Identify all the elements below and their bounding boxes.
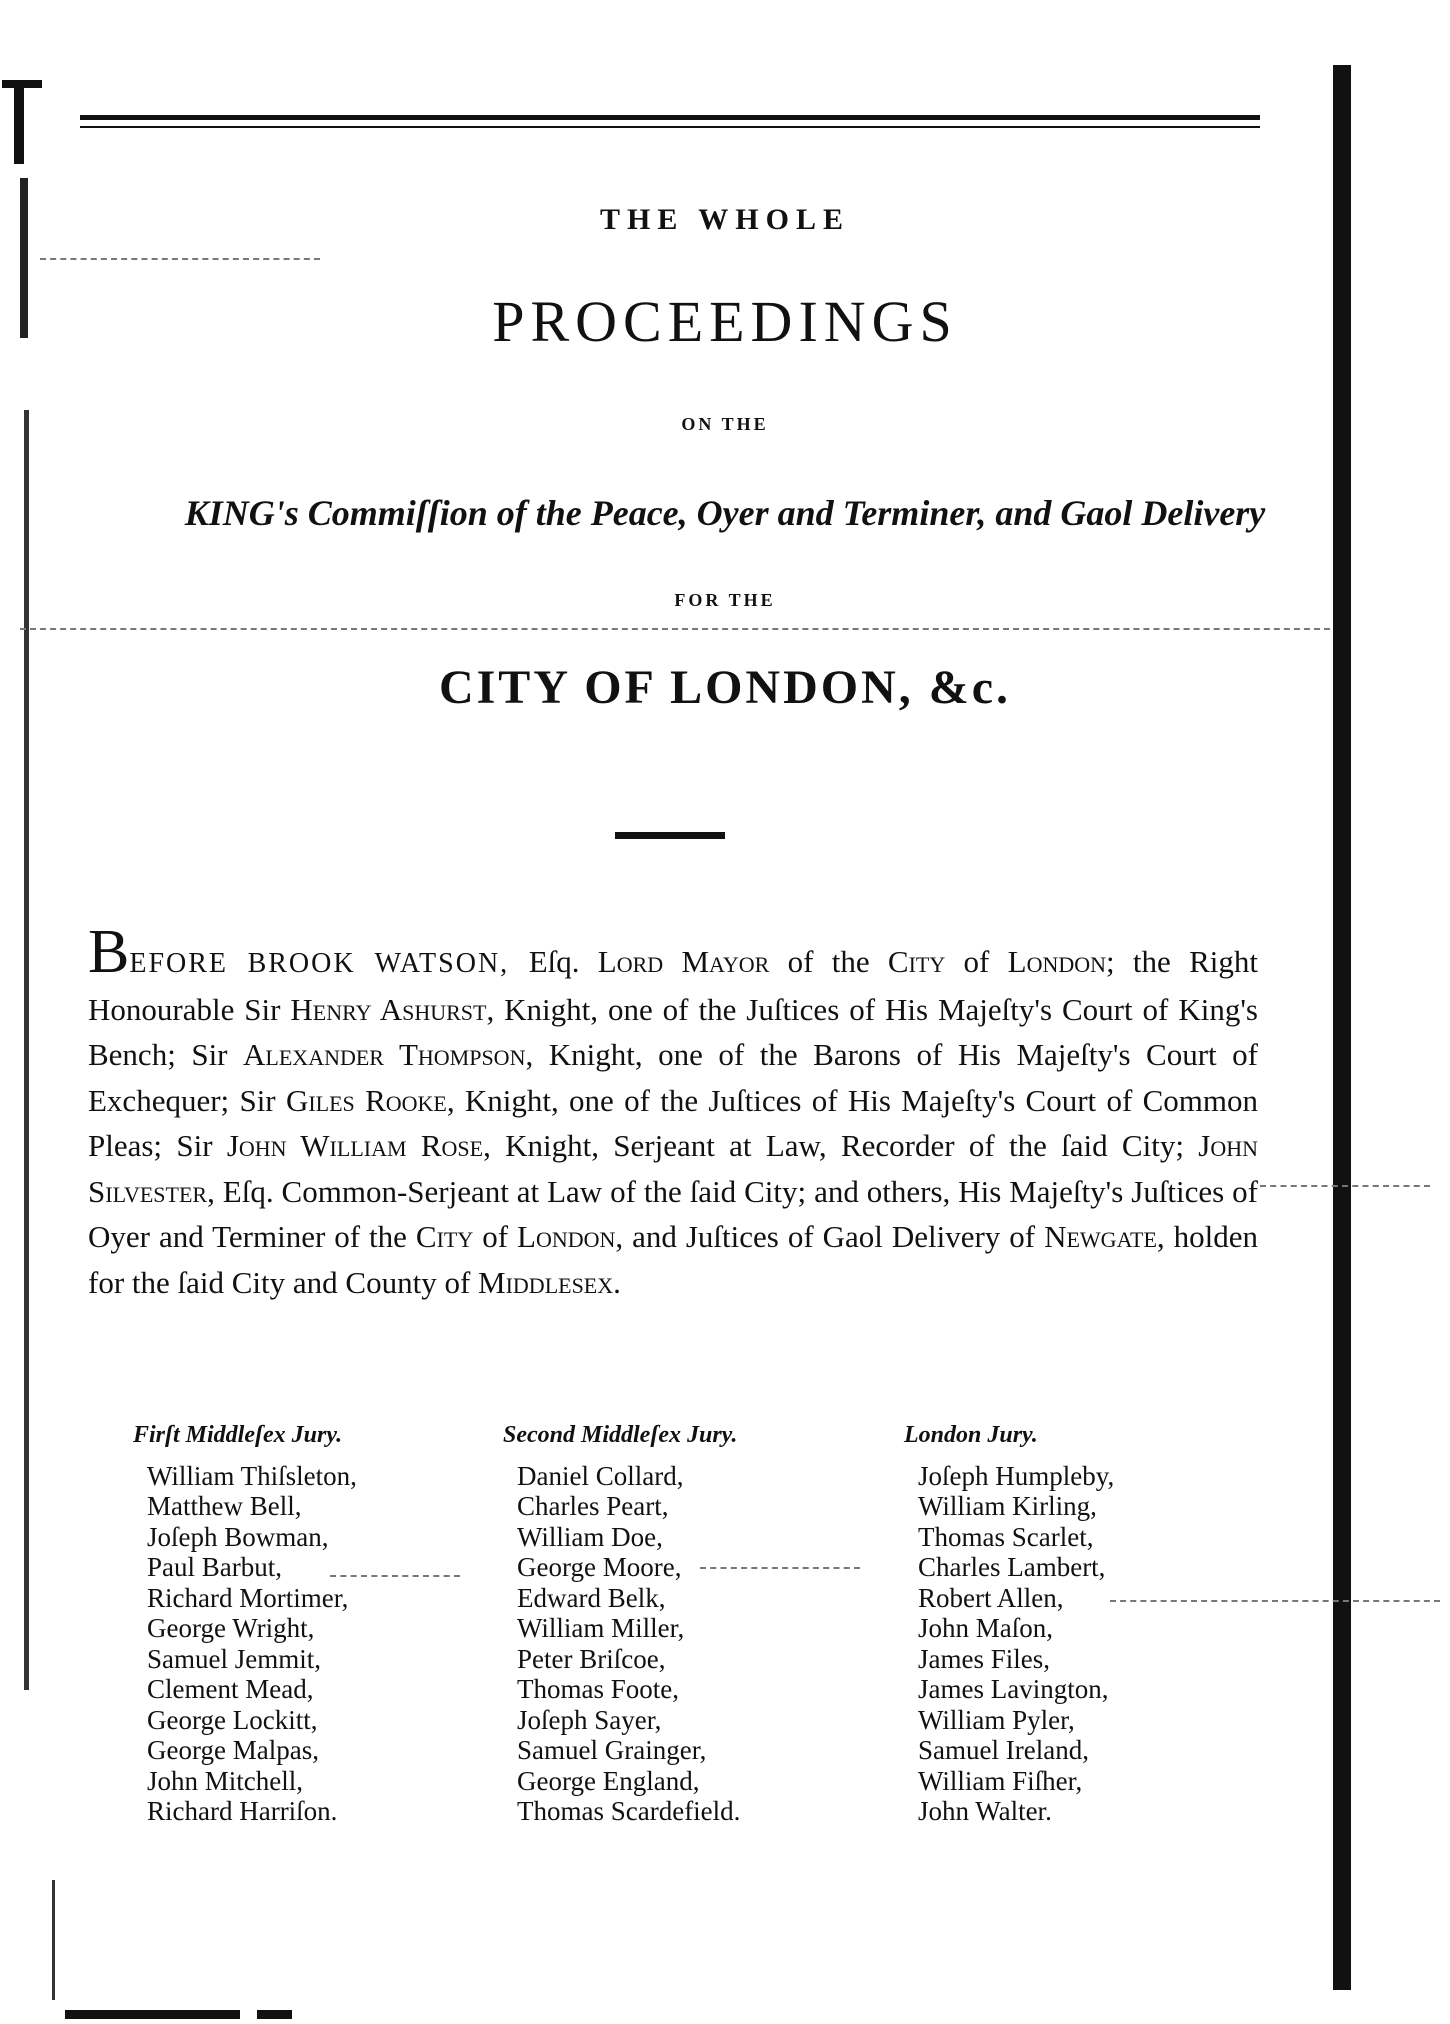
jury-title: Firſt Middleſex Jury. [133, 1422, 343, 1448]
juror-name: Matthew Bell, [147, 1491, 302, 1521]
scan-dash [40, 258, 320, 261]
juror-name: George England, [517, 1765, 700, 1796]
scan-artifact [257, 2010, 292, 2019]
juror-name: George Malpas, [147, 1735, 319, 1765]
juror-name: Thomas Scarlet, [918, 1521, 1094, 1552]
paragraph-segment: , Knight, one of the Juſtices of His Majeſty's Court of Common Pleas; Sir [88, 1082, 1258, 1163]
juror-name: Daniel Collard, [517, 1460, 684, 1491]
scan-artifact [65, 2010, 240, 2019]
juror-name: Thomas Foote, [517, 1674, 679, 1704]
juror-name: Joſeph Bowman, [147, 1521, 329, 1552]
title-on-the: ON THE [681, 414, 769, 434]
juror-name: Robert Allen, [918, 1582, 1064, 1613]
juror-name: William Pyler, [918, 1704, 1075, 1735]
paragraph-segment: , and Juſtices of Gaol Delivery of [615, 1219, 1045, 1254]
juror-name: William Doe, [517, 1521, 663, 1552]
juror-name: Charles Peart, [517, 1491, 669, 1521]
scan-dash [1260, 1185, 1430, 1188]
juror-name: William Thiſsleton, [147, 1460, 357, 1491]
paragraph-segment: Alexander Thompson [243, 1037, 526, 1072]
juror-name: John Mitchell, [147, 1765, 303, 1796]
juror-name: John Maſon, [918, 1613, 1053, 1643]
paragraph-segment: Eſq. [528, 944, 598, 979]
jury-column-london [904, 1420, 1248, 1827]
title-city-of-london: CITY OF LONDON, &c. [438, 661, 1012, 714]
paragraph-segment: City [887, 944, 946, 979]
juror-name: Paul Barbut, [147, 1552, 282, 1582]
paragraph-segment: Newgate [1044, 1219, 1157, 1254]
juror-name: Charles Lambert, [918, 1552, 1106, 1582]
section-rule [615, 832, 725, 839]
juror-name: John Walter. [918, 1796, 1052, 1826]
paragraph-segment: EFORE BROOK WATSON, [129, 948, 529, 979]
paragraph-segment: , Eſq. Common-Serjeant at Law of the ſaid City; and others, His Majeſty's Juſtices of Oyer and Terminer of the [88, 1173, 1258, 1254]
paragraph-segment: , holden for the ſaid City and County of [88, 1219, 1259, 1300]
paragraph-segment: , Knight, one of the Juſtices of His Majeſty's Court of King's Bench; Sir [88, 991, 1258, 1072]
paragraph-segment: London [517, 1219, 616, 1254]
paragraph-segment: John William Rose [226, 1128, 484, 1163]
paragraph-segment: ; the Right Honourable Sir [88, 944, 1258, 1027]
title-commission: KING's Commiſſion of the Peace, Oyer and Terminer, and Gaol Delivery [184, 493, 1266, 533]
paragraph-segment: of the [769, 944, 888, 979]
paragraph-segment: , Knight, one of the Barons of His Majeſty's Court of Exchequer; Sir [88, 1037, 1258, 1118]
header-rule [80, 115, 1260, 120]
juror-name: Samuel Jemmit, [147, 1643, 321, 1674]
juror-name: James Files, [918, 1643, 1050, 1674]
juror-name: William Miller, [517, 1613, 685, 1643]
juror-name: Joſeph Sayer, [517, 1704, 662, 1735]
juror-name: Richard Harriſon. [147, 1796, 338, 1826]
juror-name: Samuel Ireland, [918, 1735, 1089, 1765]
paragraph-segment: London [1007, 944, 1107, 979]
juror-name: Clement Mead, [147, 1674, 314, 1704]
jury-title: Second Middleſex Jury. [503, 1422, 738, 1448]
juror-name: Peter Briſcoe, [517, 1643, 666, 1674]
juror-name: George Lockitt, [147, 1704, 318, 1735]
paragraph-segment: , Knight, Serjeant at Law, Recorder of the ſaid City; [483, 1128, 1199, 1163]
drop-initial: B [88, 918, 130, 986]
juror-name: Richard Mortimer, [147, 1582, 349, 1613]
scan-artifact [14, 84, 24, 164]
preamble-paragraph [88, 918, 1259, 1305]
paragraph-segment: Giles Rooke [285, 1082, 447, 1118]
header-rule [80, 126, 1260, 128]
juror-name: Samuel Grainger, [517, 1735, 707, 1765]
title-the-whole: THE WHOLE [599, 203, 850, 236]
paragraph-segment: City [415, 1219, 474, 1254]
juror-name: William Kirling, [918, 1491, 1097, 1521]
title-for-the: FOR THE [674, 590, 776, 610]
scan-dash [20, 628, 1330, 631]
jury-list [517, 1461, 847, 1827]
jury-title: London Jury. [904, 1422, 1038, 1448]
scan-artifact [52, 1880, 55, 2000]
jury-list [918, 1461, 1248, 1827]
jury-list [147, 1461, 477, 1827]
paragraph-segment: Middlesex [478, 1264, 614, 1300]
juror-name: Edward Belk, [517, 1582, 666, 1613]
juror-name: Thomas Scardefield. [517, 1796, 741, 1826]
juror-name: Joſeph Humpleby, [918, 1460, 1115, 1491]
jury-column-first-middlesex [133, 1420, 477, 1827]
paragraph-segment: of [473, 1219, 518, 1254]
title-proceedings: PROCEEDINGS [492, 289, 958, 354]
paragraph-segment: Henry Ashurst [290, 991, 487, 1027]
juror-name: William Fiſher, [918, 1765, 1083, 1796]
paragraph-segment: of [945, 944, 1008, 979]
juror-name: James Lavington, [918, 1674, 1109, 1704]
paragraph-segment: John Silvester [88, 1128, 1258, 1209]
jury-column-second-middlesex [503, 1420, 847, 1827]
juror-name: George Moore, [517, 1552, 682, 1582]
paragraph-segment: . [613, 1264, 621, 1300]
paragraph-segment: Lord Mayor [597, 944, 770, 979]
juror-name: George Wright, [147, 1613, 315, 1643]
